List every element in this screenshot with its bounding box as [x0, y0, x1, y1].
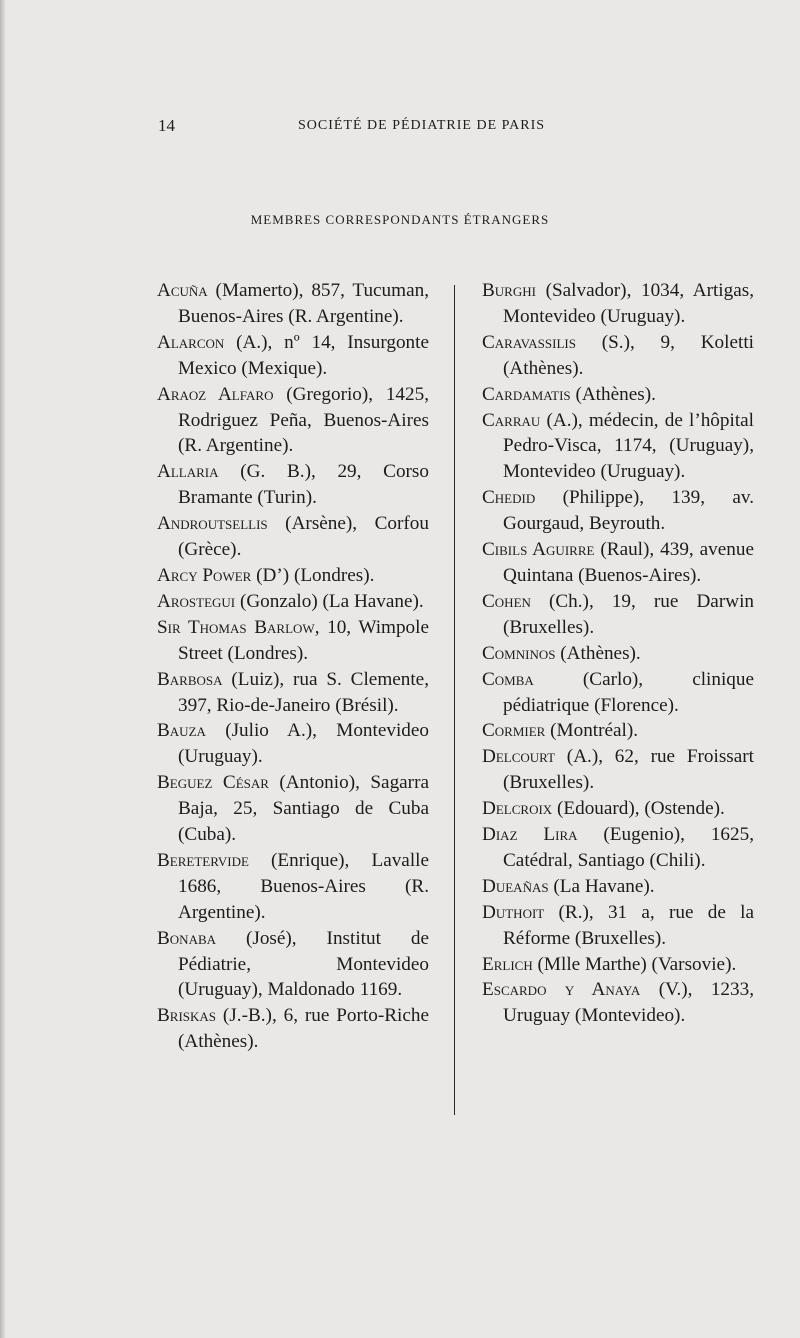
member-name: Delcroix [482, 798, 553, 820]
member-entry [157, 848, 429, 926]
member-details: (R.), 31 a, rue de la Réforme (Bruxelles). [503, 901, 754, 949]
member-entry [157, 615, 429, 667]
member-details: (Athènes). [555, 642, 641, 664]
member-name: Dueañas [482, 875, 549, 897]
member-name: Barbosa [157, 668, 223, 690]
member-name: Cohen [482, 590, 531, 612]
member-entry [157, 382, 429, 460]
member-entry [157, 926, 429, 1004]
running-title: SOCIÉTÉ DE PÉDIATRIE DE PARIS [298, 118, 546, 133]
member-details: (A.), médecin, de l’hôpital Pedro-Visca, 1174, (Uruguay), Montevideo (Uruguay). [503, 409, 754, 483]
member-name: Arostegui [157, 590, 236, 612]
member-name: Beretervide [157, 849, 249, 871]
member-details: (Salvador), 1034, Artigas, Montevideo (Uruguay). [503, 280, 754, 327]
member-name: Delcourt [482, 746, 556, 768]
column-divider [454, 285, 455, 1115]
section-title: MEMBRES CORRESPONDANTS ÉTRANGERS [250, 212, 550, 227]
member-details: (Enrique), Lavalle 1686, Buenos-Aires (R. Argentine). [178, 849, 429, 923]
member-entry [482, 874, 754, 900]
member-name: Arcy Power [157, 564, 252, 586]
member-entry [482, 667, 754, 719]
member-details: (Ch.), 19, rue Darwin (Bruxelles). [503, 590, 754, 638]
member-details: (Mlle Marthe) (Varsovie). [532, 953, 737, 975]
member-details: , 10, Wimpole Street (Londres). [178, 616, 429, 664]
member-name: Diaz Lira [482, 824, 578, 846]
member-details: (Philippe), 139, av. Gourgaud, Beyrouth. [503, 487, 754, 535]
left-column [157, 278, 429, 1055]
member-name: Burghi [482, 280, 536, 301]
member-details: (D’) (Londres). [251, 564, 375, 586]
member-details: (V.), 1233, Uruguay (Montevideo). [503, 979, 754, 1027]
member-entry [157, 459, 429, 511]
member-entry [157, 667, 429, 719]
member-details: (José), Institut de Pédiatrie, Montevideo (Uruguay), Maldonado 1169. [178, 927, 429, 1001]
member-name: Carrau [482, 409, 541, 431]
member-details: (Montréal). [545, 720, 639, 742]
page-number: 14 [158, 116, 175, 135]
member-entry [157, 589, 429, 615]
member-entry [482, 744, 754, 796]
page-edge [0, 0, 6, 1338]
member-name: Araoz Alfaro [157, 383, 274, 405]
member-name: Comninos [482, 642, 556, 664]
member-entry [157, 511, 429, 563]
member-entry [482, 485, 754, 537]
member-entry [482, 537, 754, 589]
member-name: Briskas [157, 1005, 217, 1027]
member-name: Cardamatis [482, 383, 571, 405]
member-entry [482, 641, 754, 667]
member-name: Cibils Aguirre [482, 539, 595, 561]
member-details: (S.), 9, Koletti (Athènes). [503, 331, 754, 379]
member-name: Allaria [157, 461, 219, 483]
member-name: Caravassilis [482, 331, 576, 353]
member-entry [157, 278, 429, 330]
member-details: (Raul), 439, avenue Quintana (Buenos-Aires). [503, 539, 754, 586]
member-entry [157, 718, 429, 770]
member-name: Sir Thomas Barlow [157, 616, 315, 638]
member-name: Chedid [482, 487, 536, 509]
member-entry [482, 977, 754, 1029]
member-details: (Antonio), Sagarra Baja, 25, Santiago de Cuba (Cuba). [178, 772, 429, 846]
member-name: Erlich [482, 953, 533, 975]
member-entry [482, 278, 754, 330]
right-column [482, 278, 754, 1029]
member-name: Comba [482, 668, 534, 690]
member-details: (Eugenio), 1625, Catédral, Santiago (Chili). [503, 824, 754, 871]
member-entry [482, 718, 754, 744]
member-details: (Julio A.), Montevideo (Uruguay). [178, 720, 429, 768]
member-details: (Gregorio), 1425, Rodriguez Peña, Buenos-Aires (R. Argentine). [178, 383, 430, 457]
member-details: (G. B.), 29, Corso Bramante (Turin). [178, 461, 429, 509]
member-entry [482, 952, 754, 978]
member-details: (Edouard), (Ostende). [552, 798, 725, 820]
member-details: (Mamerto), 857, Tucuman, Buenos-Aires (R. Argentine). [178, 280, 429, 327]
member-name: Cormier [482, 720, 546, 742]
member-entry [157, 330, 429, 382]
member-details: (J.-B.), 6, rue Porto-Riche (Athènes). [178, 1005, 429, 1053]
member-details: (A.), nº 14, Insurgonte Mexico (Mexique). [178, 331, 429, 379]
member-details: (La Havane). [548, 875, 655, 897]
running-head [158, 116, 608, 140]
member-name: Escardo y Anaya [482, 979, 641, 1001]
member-details: (A.), 62, rue Froissart (Bruxelles). [503, 746, 754, 794]
member-name: Bauza [157, 720, 206, 742]
member-entry [482, 796, 754, 822]
member-entry [482, 330, 754, 382]
member-entry [482, 822, 754, 874]
member-entry [482, 589, 754, 641]
member-entry [157, 563, 429, 589]
member-name: Duthoit [482, 901, 545, 923]
member-entry [482, 900, 754, 952]
member-entry [482, 382, 754, 408]
member-name: Acuña [157, 280, 208, 301]
member-entry [157, 770, 429, 848]
member-entry [157, 1003, 429, 1055]
member-details: (Luiz), rua S. Clemente, 397, Rio-de-Janeiro (Brésil). [178, 668, 429, 716]
member-name: Beguez César [157, 772, 269, 794]
member-details: (Carlo), clinique pédiatrique (Florence). [503, 668, 754, 716]
member-name: Bonaba [157, 927, 217, 949]
member-entry [482, 408, 754, 486]
member-details: (Gonzalo) (La Havane). [235, 590, 424, 612]
member-details: (Athènes). [570, 383, 656, 405]
member-details: (Arsène), Corfou (Grèce). [178, 513, 429, 561]
member-name: Alarcon [157, 331, 225, 353]
member-name: Androutsellis [157, 513, 268, 535]
